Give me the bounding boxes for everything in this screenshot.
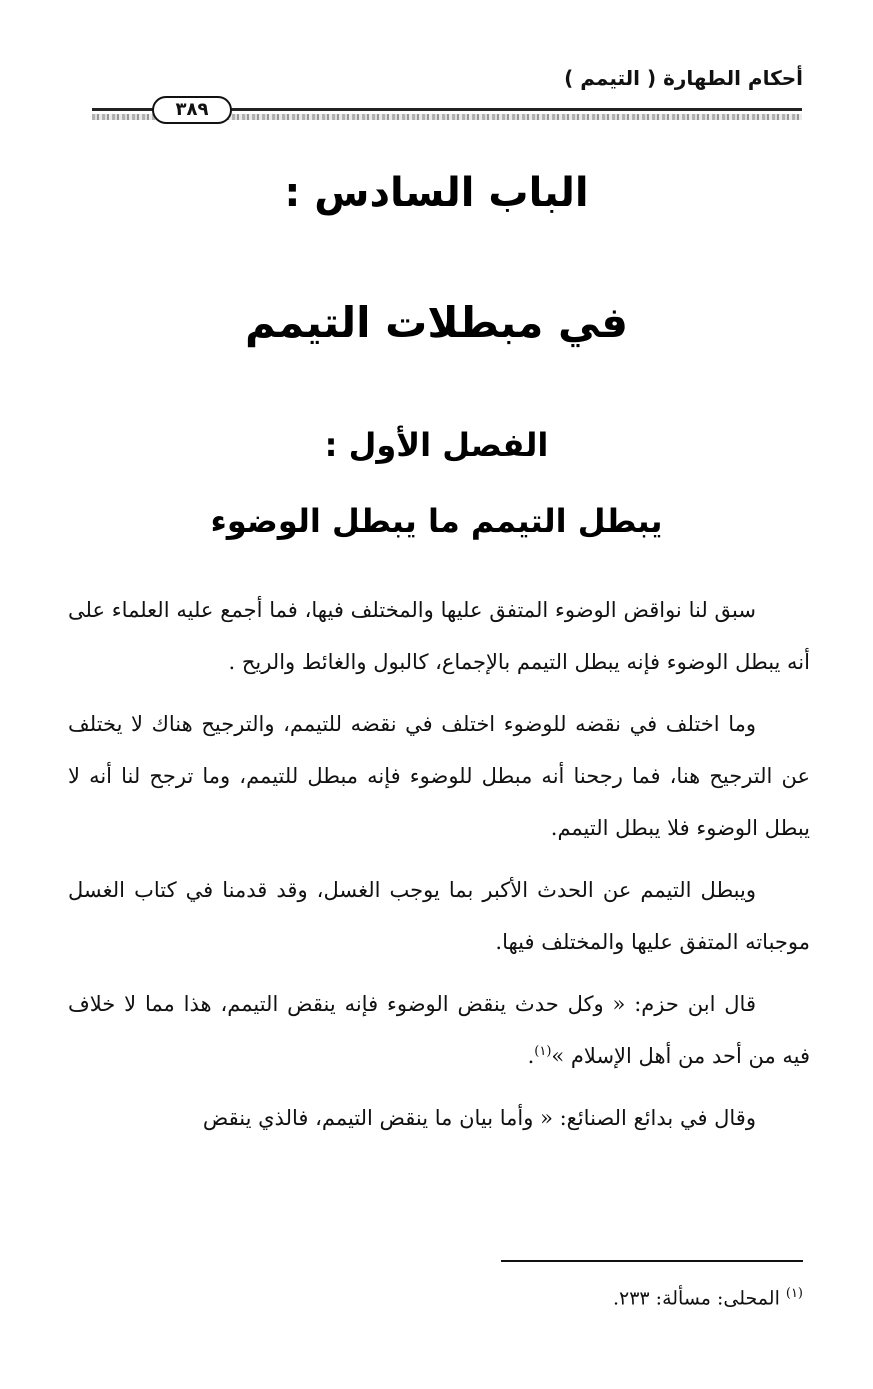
paragraph	[68, 584, 810, 688]
chapter-title: الباب السادس :	[284, 170, 589, 216]
paragraph-text: وقال في بدائع الصنائع: « وأما بيان ما ينقض التيمم، فالذي ينقض	[202, 1106, 756, 1130]
page-number: ٣٨٩	[152, 96, 232, 124]
footnote	[613, 1286, 803, 1309]
paragraph	[68, 1092, 810, 1144]
paragraph-text: قال ابن حزم: « وكل حدث ينقض الوضوء فإنه ينقض التيمم، هذا مما لا خلاف فيه من أحد من أهل الإسلام »	[68, 992, 810, 1068]
section-subtitle: يبطل التيمم ما يبطل الوضوء	[210, 502, 663, 540]
footnote-rule	[501, 1260, 803, 1262]
footnote-text: المحلى: مسألة: ٢٣٣.	[612, 1287, 780, 1310]
paragraph	[68, 698, 810, 854]
running-title: أحكام الطهارة ( التيمم )	[564, 66, 803, 90]
paragraph	[68, 864, 810, 968]
footnote-reference[interactable]: (١)	[534, 1044, 552, 1059]
paragraph-text: وما اختلف في نقضه للوضوء اختلف في نقضه للتيمم، والترجيح هناك لا يختلف عن الترجيح هنا، فما رجحنا أنه مبطل للوضوء فإنه مبطل للتيمم، وما ترجح لنا أنه لا يبطل الوضوء فلا يبطل التيمم.	[68, 712, 810, 840]
footnote-marker: (١)	[785, 1286, 803, 1301]
paragraph-text: .	[527, 1044, 535, 1068]
paragraph-text: سبق لنا نواقض الوضوء المتفق عليها والمختلف فيها، فما أجمع عليه العلماء على أنه يبطل الوضوء فإنه يبطل التيمم بالإجماع، كالبول والغائط والريح .	[68, 598, 810, 674]
chapter-subtitle: في مبطلات التيمم	[245, 298, 628, 347]
paragraph-text: ويبطل التيمم عن الحدث الأكبر بما يوجب الغسل، وقد قدمنا في كتاب الغسل موجباته المتفق عليها والمختلف فيها.	[68, 878, 810, 954]
paragraph	[68, 978, 810, 1082]
body-text	[68, 584, 810, 1154]
section-title: الفصل الأول :	[324, 426, 549, 464]
